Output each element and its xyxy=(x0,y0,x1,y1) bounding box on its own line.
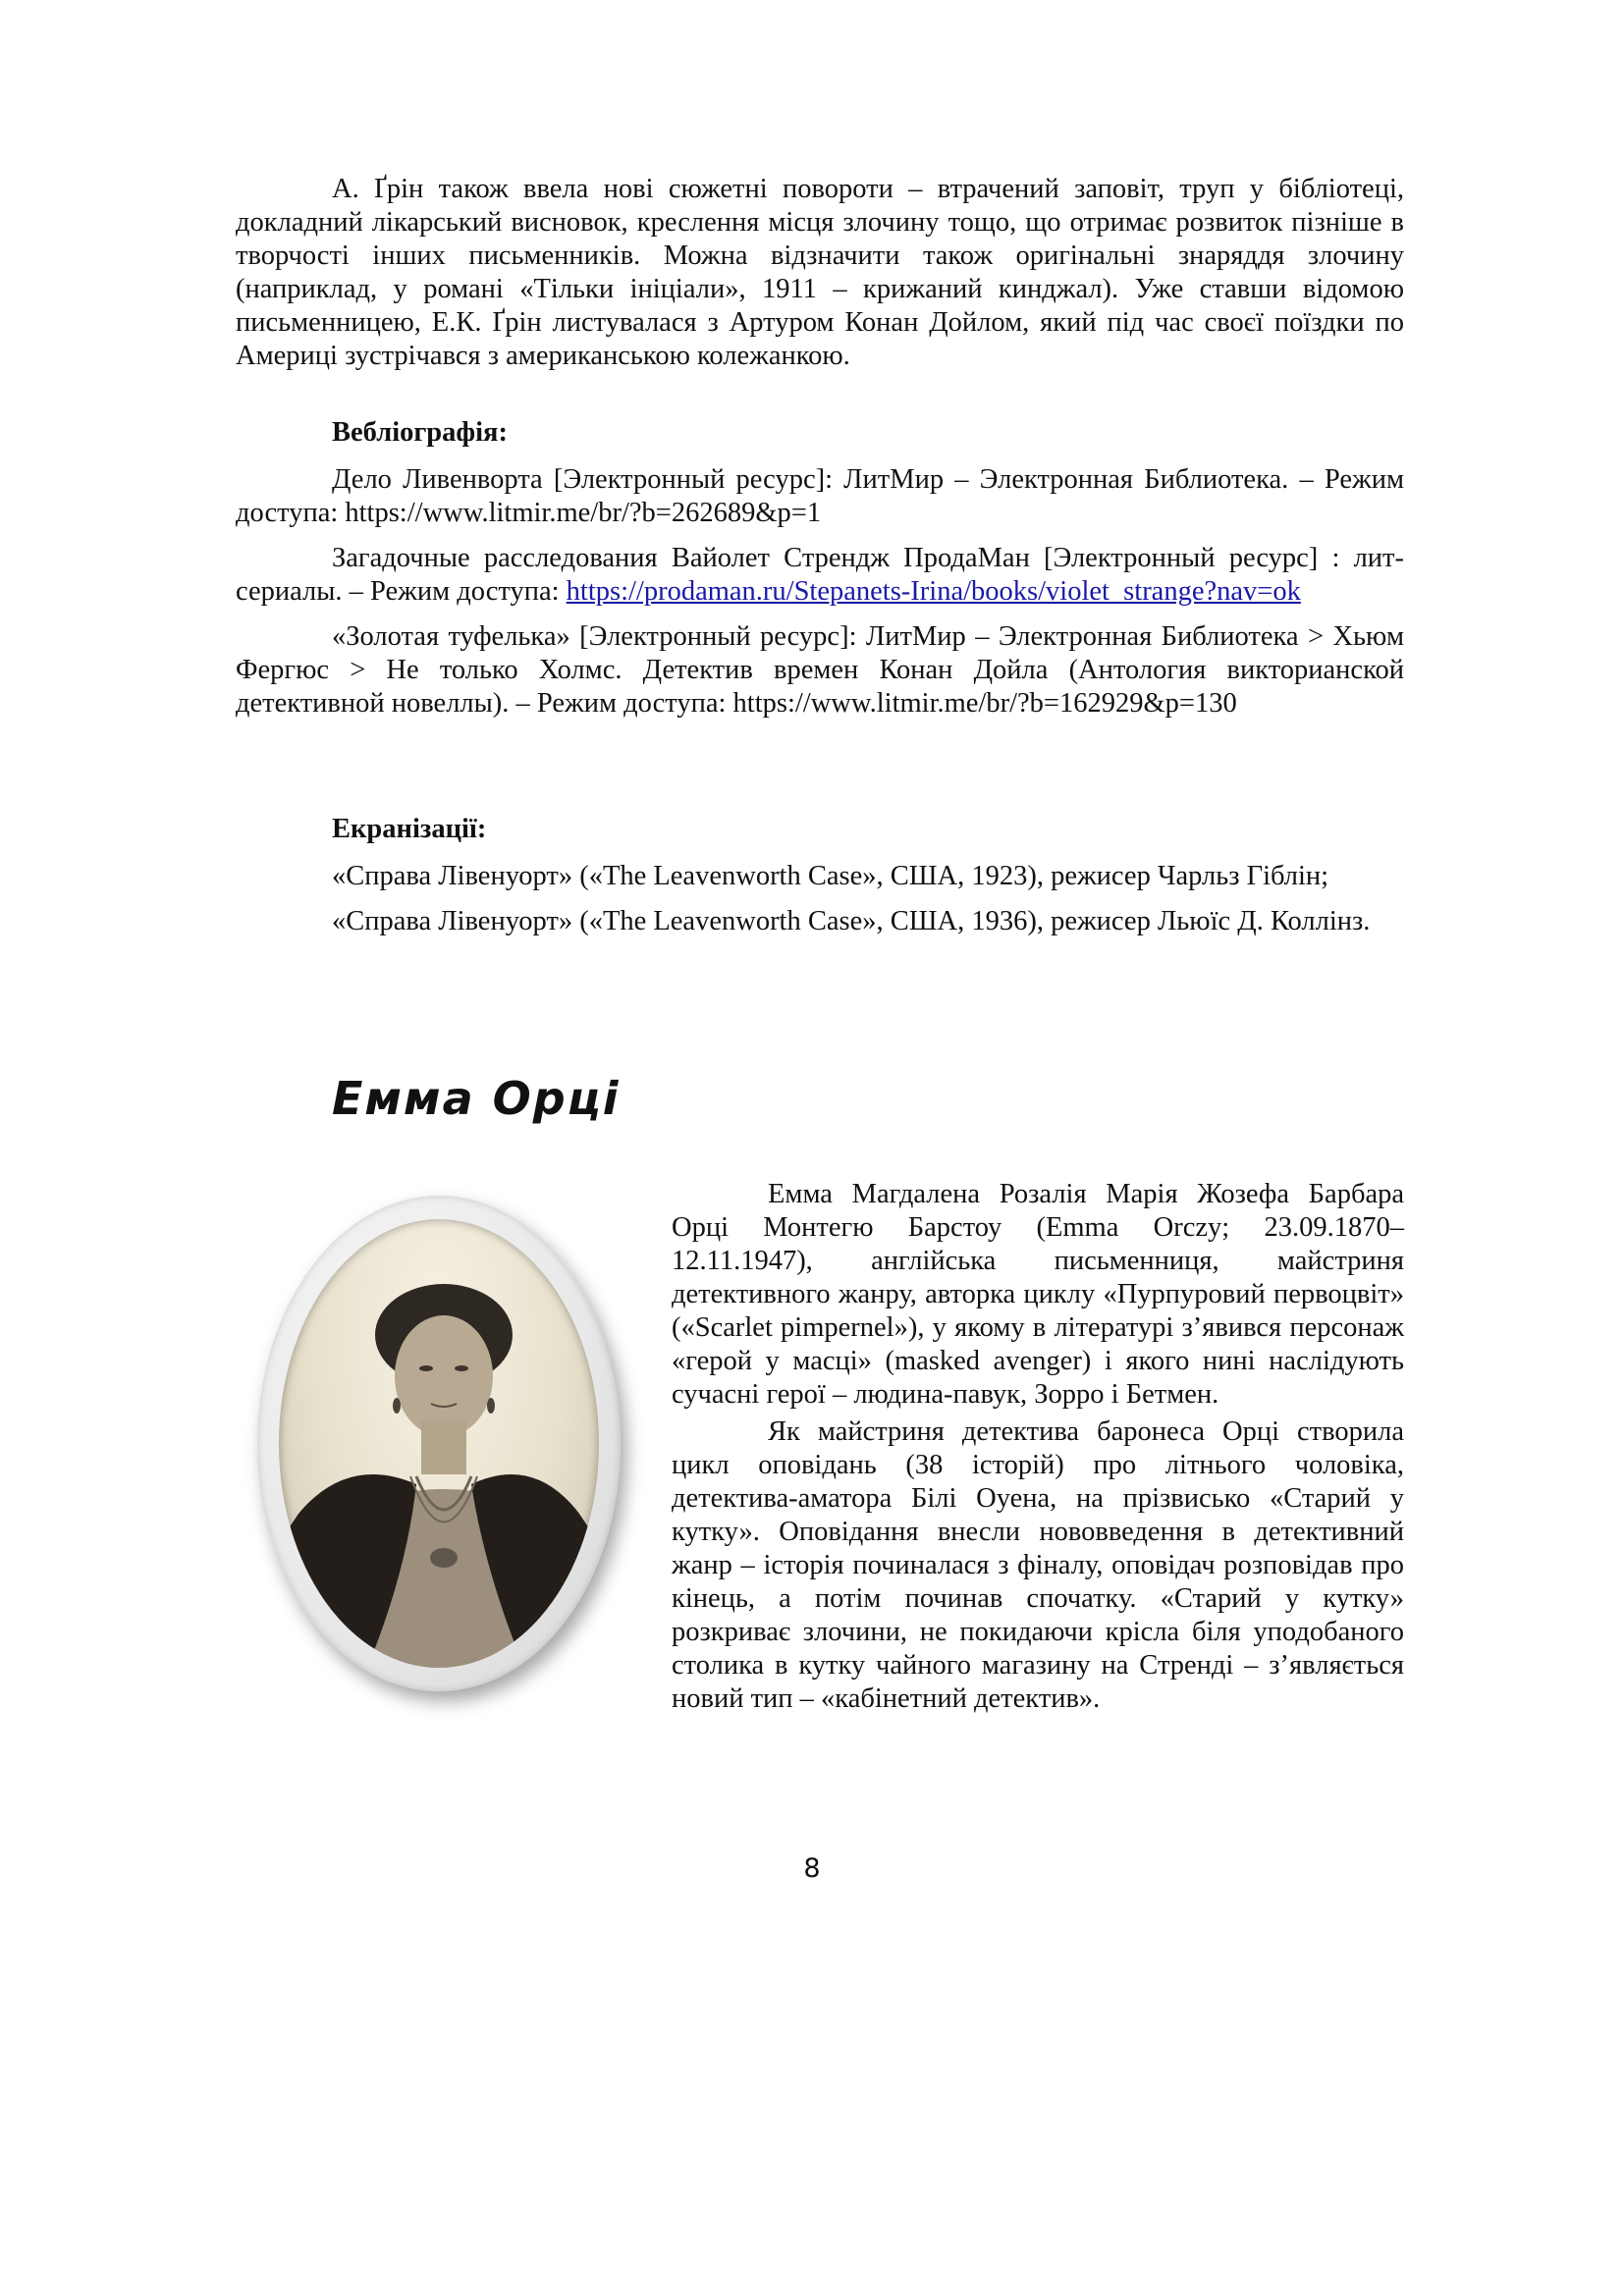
webliography-entry-3: «Золотая туфелька» [Электронный ресурс]: ЛитМир – Электронная Библиотека > Хьюм Фергюс > Не только Холмс. Детектив времен Конан Дойла (Антология викторианской детективной новеллы). – Режим доступа: https://www.litmir.me/br/?b=162929&p=130 xyxy=(236,621,1404,719)
section-title: Емма Орці xyxy=(332,1072,621,1125)
intro-paragraph: А. Ґрін також ввела нові сюжетні повороти – втрачений заповіт, труп у бібліотеці, докладний лікарський висновок, креслення місця злочину тощо, що отримає розвиток пізніше в творчості інших письменників. Можна відзначити також оригінальні знаряддя злочину (наприклад, у романі «Тільки ініціали», 1911 – крижаний кинджал). Уже ставши відомою письменницею, Е.К. Ґрін листувалася з Артуром Конан Дойлом, який під час своєї поїздки по Америці зустрічався з американською колежанкою. xyxy=(236,174,1404,371)
adaptation-item-2: «Справа Лівенуорт» («The Leavenworth Case», США, 1936), режисер Льюїс Д. Коллінз. xyxy=(332,906,1371,936)
prodaman-link[interactable]: https://prodaman.ru/Stepanets-Irina/books/violet_strange?nav=ok xyxy=(566,576,1301,607)
portrait-frame xyxy=(257,1196,621,1691)
webliography-entry-2-text: Загадочные расследования Вайолет Стрендж ПродаМан [Электронный ресурс] : лит-сериалы. – Режим доступа: xyxy=(236,543,1404,607)
intro-block xyxy=(236,173,1404,373)
webliography-entry-1: Дело Ливенворта [Электронный ресурс]: ЛитМир – Электронная Библиотека. – Режим доступа: https://www.litmir.me/br/?b=262689&p=1 xyxy=(236,464,1404,528)
page-number: 8 xyxy=(803,1853,821,1884)
webliography-section xyxy=(236,416,1404,721)
bio-paragraph-1: Емма Магдалена Розалія Марія Жозефа Барбара Орці Монтегю Барстоу (Emma Orczy; 23.09.1870–12.11.1947), англійська письменниця, майстриня детективного жанру, авторка циклу «Пурпуровий первоцвіт» («Scarlet pimpernel»), у якому в літературі з’явився персонаж «герой у масці» (masked avenger) і якого нині наслідують сучасні герої – людина-павук, Зорро і Бетмен. xyxy=(672,1179,1404,1410)
adaptations-heading: Екранізації: xyxy=(332,814,487,844)
portrait-photo-icon xyxy=(279,1219,599,1668)
webliography-heading: Вебліографія: xyxy=(332,417,508,448)
bio-paragraph-2: Як майстриня детектива баронеса Орці створила цикл оповідань (38 історій) про літнього чоловіка, детектива-аматора Білі Оуена, на прізвисько «Старий у кутку». Оповідання внесли нововведення в детективний жанр – історія починалася з фіналу, оповідач розповідав про кінець, а потім починав спочатку. «Старий у кутку» розкриває злочини, не покидаючи крісла біля уподобаного столика в кутку чайного магазину на Стренді – з’являється новий тип – «кабінетний детектив». xyxy=(672,1416,1404,1714)
bio-block xyxy=(672,1178,1404,1716)
adaptations-section xyxy=(236,813,1404,938)
webliography-entry-2 xyxy=(236,542,1404,609)
adaptation-item-1: «Справа Лівенуорт» («The Leavenworth Case», США, 1923), режисер Чарльз Гіблін; xyxy=(332,861,1329,891)
